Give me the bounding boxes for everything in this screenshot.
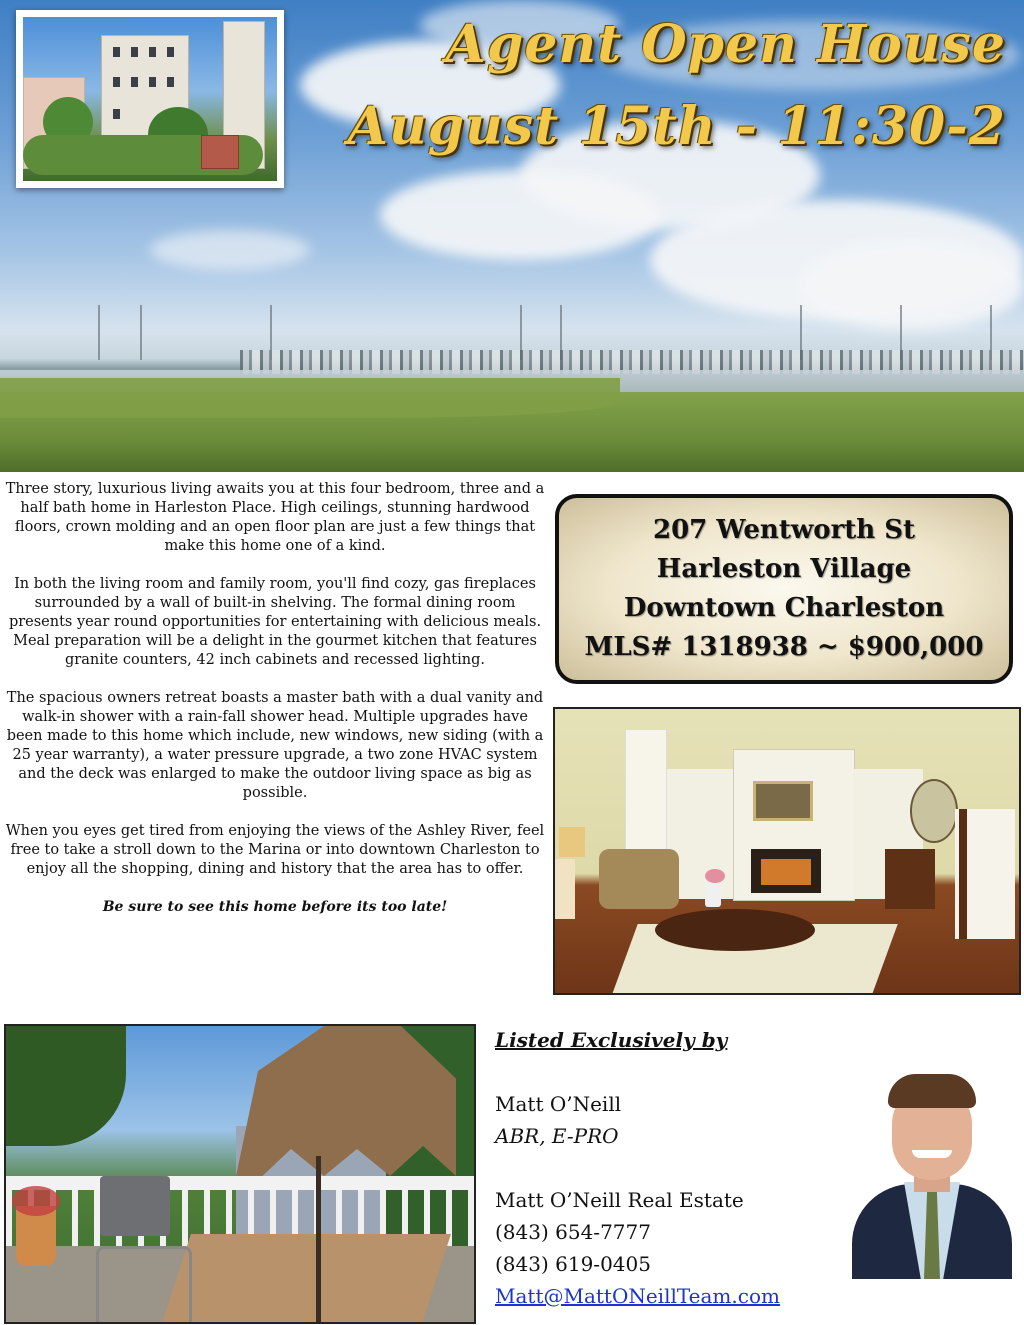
address-box	[555, 494, 1013, 684]
email-link[interactable]: Matt@MattONeillTeam.com	[495, 1284, 780, 1308]
property-description	[4, 480, 546, 936]
mls-price: MLS# 1318938 ~ $900,000	[584, 632, 984, 662]
agent-name: Matt O’Neill	[495, 1092, 622, 1116]
description-paragraph: In both the living room and family room, you'll find cozy, gas fireplaces surrounded by a wall of built-in shelving. The formal dining room presents year round opportunities for entertaining with delicious meals. Meal preparation will be a delight in the gourmet kitchen that features granite counters, 42 inch cabinets and recessed lighting.	[8, 576, 542, 668]
company-name: Matt O’Neill Real Estate	[495, 1188, 744, 1212]
open-house-date: August 15th - 11:30-2	[347, 96, 1006, 157]
street-address: 207 Wentworth St	[652, 515, 916, 545]
deck-photo	[4, 1024, 476, 1324]
description-paragraph: Three story, luxurious living awaits you at this four bedroom, three and a half bath home in Harleston Place. High ceilings, stunning hardwood floors, crown molding and an open floor plan are just a few things that make this home one of a kind.	[5, 481, 545, 554]
agent-credentials: ABR, E-PRO	[495, 1124, 619, 1148]
phone-secondary: (843) 619-0405	[495, 1252, 651, 1276]
open-house-headline: Agent Open House	[445, 14, 1006, 75]
neighborhood: Harleston Village	[656, 554, 912, 584]
house-exterior-photo	[16, 10, 284, 188]
phone-primary: (843) 654-7777	[495, 1220, 651, 1244]
agent-portrait	[852, 1064, 1012, 1279]
living-room-photo	[553, 707, 1021, 995]
description-paragraph: The spacious owners retreat boasts a master bath with a dual vanity and walk-in shower with a rain-fall shower head. Multiple upgrades have been made to this home which include, new windows, new siding (with a 25 year warranty), a water pressure upgrade, a two zone HVAC system and the deck was enlarged to make the outdoor living space as big as possible.	[6, 690, 544, 801]
hero-marsh-photo	[0, 0, 1024, 472]
area: Downtown Charleston	[623, 593, 945, 623]
description-tagline: Be sure to see this home before its too late!	[102, 899, 448, 915]
description-paragraph: When you eyes get tired from enjoying the views of the Ashley River, feel free to take a stroll down to the Marina or into downtown Charleston to enjoy all the shopping, dining and history that the area has to offer.	[5, 823, 545, 877]
listed-by-heading: Listed Exclusively by	[495, 1028, 728, 1052]
agent-info	[495, 1024, 835, 1312]
